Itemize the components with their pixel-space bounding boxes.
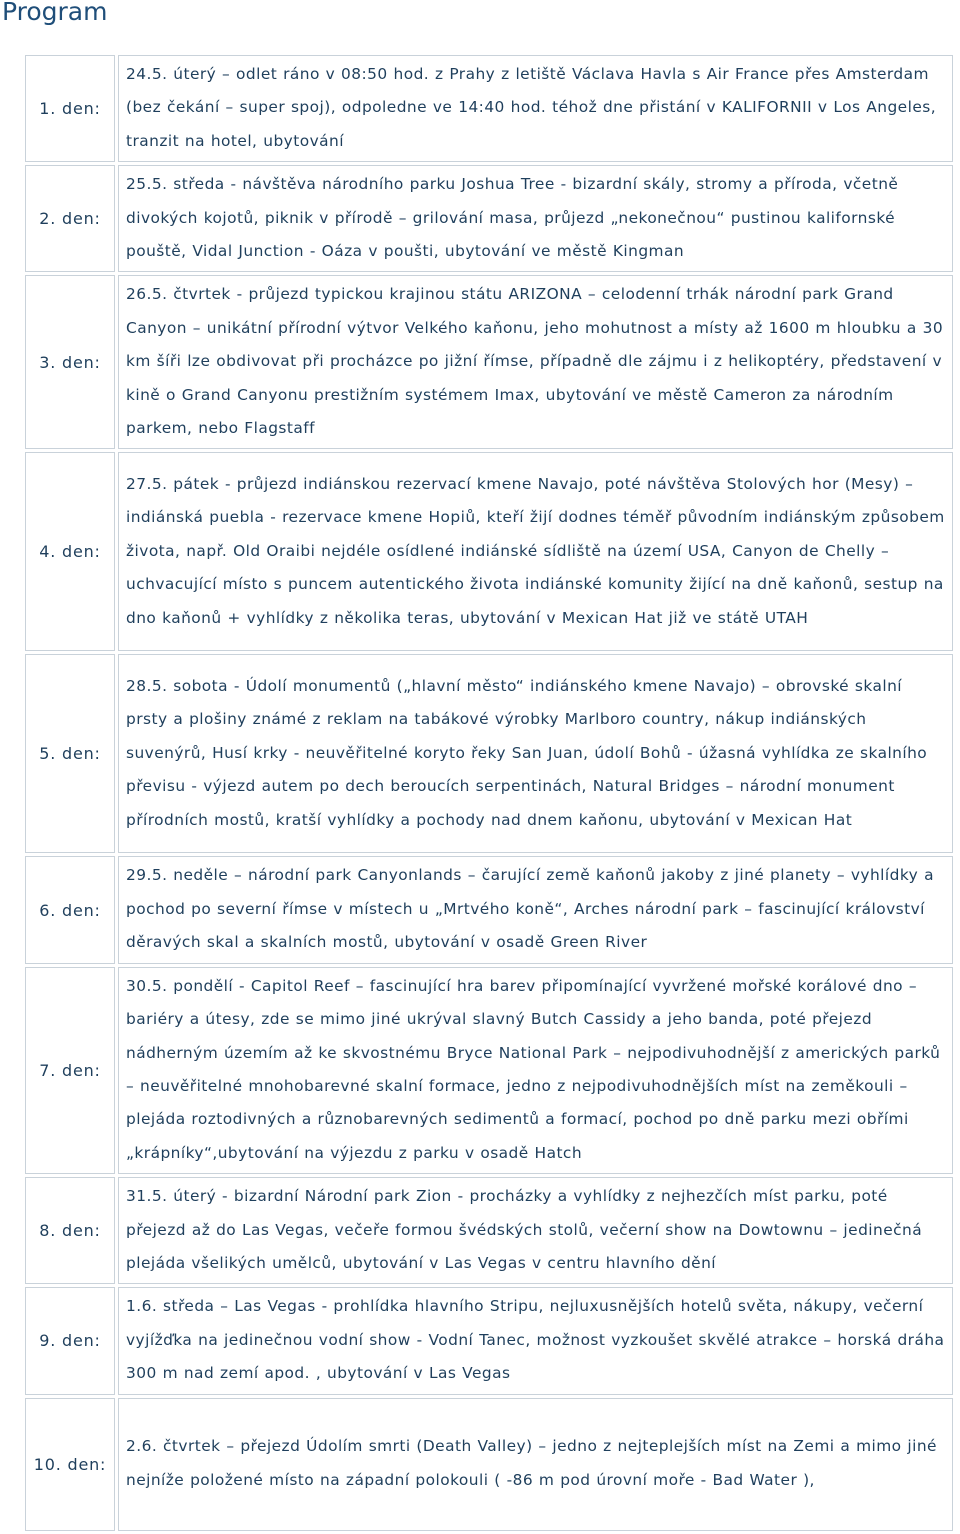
table-row — [25, 1398, 953, 1531]
day-label: 2. den: — [25, 165, 115, 272]
day-label: 9. den: — [25, 1287, 115, 1394]
day-description: 1.6. středa – Las Vegas - prohlídka hlavního Stripu, nejluxusnějších hotelů světa, nákupy, večerní vyjížďka na jedinečnou vodní show - Vodní Tanec, možnost vyzkoušet skvělé atrakce – horská dráha 300 m nad zemí apod. , ubytování v Las Vegas — [118, 1287, 953, 1394]
day-description: 28.5. sobota - Údolí monumentů („hlavní město“ indiánského kmene Navajo) – obrovské skalní prsty a plošiny známé z reklam na tabákové výrobky Marlboro country, nákup indiánských suvenýrů, Husí krky - neuvěřitelné koryto řeky San Juan, údolí Bohů - úžasná vyhlídka ze skalního převisu - výjezd autem po dech beroucích serpentinách, Natural Bridges – národní monument přírodních mostů, kratší vyhlídky a pochody nad dnem kaňonu, ubytování v Mexican Hat — [118, 654, 953, 853]
day-label: 3. den: — [25, 275, 115, 449]
table-row — [25, 1177, 953, 1284]
table-row — [25, 165, 953, 272]
day-label: 10. den: — [25, 1398, 115, 1531]
table-row — [25, 654, 953, 853]
day-label: 7. den: — [25, 967, 115, 1174]
day-description: 26.5. čtvrtek - průjezd typickou krajinou státu ARIZONA – celodenní trhák národní park Grand Canyon – unikátní přírodní výtvor Velkého kaňonu, jeho mohutnost a místy až 1600 m hloubku a 30 km šíři lze obdivovat při procházce po jižní římse, případně dle zájmu i z helikoptéry, představení v kině o Grand Canyonu prestižním systémem Imax, ubytování ve městě Cameron za národním parkem, nebo Flagstaff — [118, 275, 953, 449]
program-table — [22, 52, 956, 1534]
table-row — [25, 967, 953, 1174]
day-label: 8. den: — [25, 1177, 115, 1284]
day-description: 25.5. středa - návštěva národního parku Joshua Tree - bizardní skály, stromy a příroda, včetně divokých kojotů, piknik v přírodě – grilování masa, průjezd „nekonečnou“ pustinou kalifornské pouště, Vidal Junction - Oáza v poušti, ubytování ve městě Kingman — [118, 165, 953, 272]
table-row — [25, 1287, 953, 1394]
table-row — [25, 55, 953, 162]
table-row — [25, 452, 953, 651]
day-description: 2.6. čtvrtek – přejezd Údolím smrti (Death Valley) – jedno z nejteplejších míst na Zemi a mimo jiné nejníže položené místo na západní polokouli ( -86 m pod úrovní moře - Bad Water ), — [118, 1398, 953, 1531]
day-description: 29.5. neděle – národní park Canyonlands – čarující země kaňonů jakoby z jiné planety – vyhlídky a pochod po severní římse v místech u „Mrtvého koně“, Arches národní park – fascinující království děravých skal a skalních mostů, ubytování v osadě Green River — [118, 856, 953, 963]
day-description: 24.5. úterý – odlet ráno v 08:50 hod. z Prahy z letiště Václava Havla s Air France přes Amsterdam (bez čekání – super spoj), odpoledne ve 14:40 hod. téhož dne přistání v KALIFORNII v Los Angeles, tranzit na hotel, ubytování — [118, 55, 953, 162]
day-description: 30.5. pondělí - Capitol Reef – fascinující hra barev připomínající vyvržené mořské korálové dno – bariéry a útesy, zde se mimo jiné ukrýval slavný Butch Cassidy a jeho banda, poté přejezd nádherným územím až ke skvostnému Bryce National Park – nejpodivuhodnější z amerických parků – neuvěřitelné mnohobarevné skalní formace, jedno z nejpodivuhodnějších míst na zeměkouli – plejáda roztodivných a různobarevných sedimentů a formací, pochod po dně parku mezi obřími „krápníky“,ubytování na výjezdu z parku v osadě Hatch — [118, 967, 953, 1174]
day-description: 27.5. pátek - průjezd indiánskou rezervací kmene Navajo, poté návštěva Stolových hor (Mesy) – indiánská puebla - rezervace kmene Hopiů, kteří žijí dodnes téměř původním indiánským způsobem života, např. Old Oraibi nejdéle osídlené indiánské sídliště na území USA, Canyon de Chelly – uchvacující místo s puncem autentického života indiánské komunity žijící na dně kaňonů, sestup na dno kaňonů + vyhlídky z několika teras, ubytování v Mexican Hat již ve státě UTAH — [118, 452, 953, 651]
day-description: 31.5. úterý - bizardní Národní park Zion - procházky a vyhlídky z nejhezčích míst parku, poté přejezd až do Las Vegas, večeře formou švédských stolů, večerní show na Dowtownu – jedinečná plejáda všelikých umělců, ubytování v Las Vegas v centru hlavního dění — [118, 1177, 953, 1284]
day-label: 6. den: — [25, 856, 115, 963]
table-row — [25, 275, 953, 449]
day-label: 4. den: — [25, 452, 115, 651]
page-title: Program — [2, 0, 108, 26]
day-label: 1. den: — [25, 55, 115, 162]
day-label: 5. den: — [25, 654, 115, 853]
table-row — [25, 856, 953, 963]
